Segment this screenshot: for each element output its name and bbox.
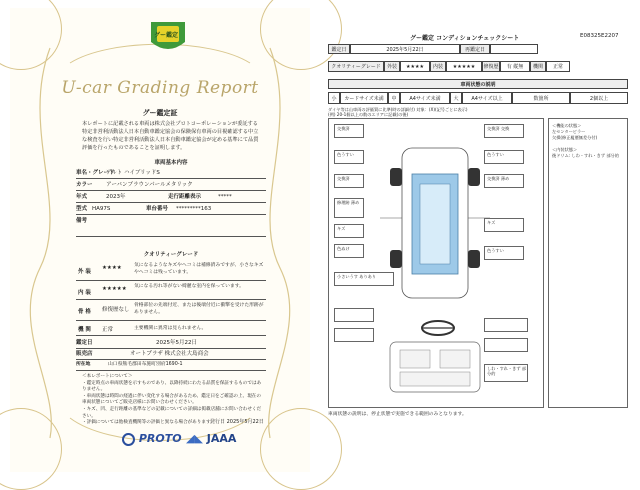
callout-box — [334, 328, 374, 342]
note-line: ・評価については他検査機関等の評価と異なる場合があります。 — [82, 420, 215, 426]
goo-appraisal-badge — [148, 20, 188, 56]
vehicle-name-row — [76, 168, 266, 179]
jaaa-logo-icon: ◢◣ — [186, 432, 203, 445]
document-id: E08325E2207 — [580, 33, 619, 39]
legend-note-2: (例) 20-1個以上の数のエリアに記載(の後) — [328, 112, 409, 117]
callout-text: 色うすい — [487, 152, 504, 157]
note-line: ・キズ、凹、走行距離の基準などの記載についての詳細は掲載店舗にお問い合わせください。 — [82, 406, 262, 419]
callout-box — [334, 124, 364, 138]
callout-text: 交換済 薄め — [487, 176, 510, 181]
quality-section-title: クオリティーグレード — [143, 252, 199, 258]
chassis-value: *********163 — [176, 206, 212, 212]
proto-logo-text: PROTO — [138, 432, 182, 445]
vehicle-year-value: 2023年 — [106, 194, 126, 200]
quality-stars: ★★★★ — [102, 265, 122, 271]
shop-value: オートプラザ 株式会社大島商会 — [130, 351, 209, 357]
vehicle-memo-row — [76, 216, 266, 237]
jaaa-logo — [186, 432, 236, 445]
size-mid-label: 中 — [388, 92, 400, 104]
car-interior-view — [380, 338, 490, 398]
vehicle-model-label: 型式 — [76, 206, 88, 212]
appraisal-date-row — [76, 338, 266, 349]
interior-stars: ★★★★★ — [446, 61, 482, 72]
callout-box — [484, 318, 528, 332]
vehicle-year-label: 年式 — [76, 194, 88, 200]
quality-row-frame — [76, 300, 266, 321]
note-line: ・車両状態は時間の経過に伴い変化する場合があるため、鑑定日をご確認の上、現在の車両状態についてご販売店様にお問い合わせください。 — [82, 393, 261, 406]
quality-desc: 気になるようなキズやヘコミは補修済みですが、小さなキズやヘコミは残っています。 — [134, 263, 264, 275]
callout-text: 色うすい — [487, 248, 504, 253]
quality-label: 外 装 — [78, 269, 91, 275]
reappraisal-label: 再鑑定日 — [460, 44, 490, 54]
callout-text: 交換済 — [337, 126, 350, 131]
callout-box — [484, 246, 524, 260]
callout-text: しわ・すれ・きず 部分的 — [487, 366, 527, 376]
quality-label: 内 装 — [78, 290, 91, 296]
jaaa-logo-text: JAAA — [206, 432, 237, 445]
callout-box — [334, 272, 394, 286]
interior-label: 内装 — [430, 61, 446, 72]
callout-text: 色ぬけ — [337, 246, 350, 251]
notes-line: 後ドリム: しわ・すれ・きず 部分的 — [552, 153, 619, 158]
legend-note: ダイヤ等は山車両の評価質に比準(時の詳細付) 対象：(X)(記号ごとに表示) — [328, 107, 468, 112]
address-row — [76, 360, 266, 371]
vehicle-name-value: アルト ハイブリッドS — [106, 170, 160, 176]
memo-label: 備考 — [76, 218, 88, 224]
size-large-desc: A4サイズ以上 — [462, 92, 512, 104]
callout-box — [484, 364, 528, 382]
grade-label: クオリティーグレード — [328, 61, 384, 72]
callout-box — [334, 224, 364, 238]
quality-label: 機 関 — [78, 327, 91, 333]
callout-text: キズ — [487, 220, 496, 225]
notes-line: 欠損(修正履歴無差分付) — [552, 135, 598, 140]
badge-text: グー鑑定 — [154, 32, 179, 39]
quality-desc: 主要機関に異常は見られません。 — [134, 326, 207, 331]
reappraisal-value — [490, 44, 538, 54]
callout-box — [484, 124, 524, 138]
quality-desc: 気になる汚れ等がない綺麗な室内を保っています。 — [134, 284, 244, 289]
callout-box — [334, 150, 364, 164]
chassis-label: 車台番号 — [146, 206, 169, 212]
shop-label: 販売店 — [76, 351, 93, 357]
vehicle-section-title: 車両基本内容 — [154, 160, 188, 166]
steering-wheel-icon — [408, 318, 468, 338]
quality-stars: 修復歴なし — [102, 307, 130, 313]
vehicle-year-row — [76, 192, 266, 203]
size-small-label: 小 — [328, 92, 340, 104]
shop-row — [76, 349, 266, 360]
certificate-title: グー鑑定証 — [142, 109, 178, 117]
callout-text: 色うすい — [337, 152, 354, 157]
callout-text: 交換済 — [337, 176, 350, 181]
callout-text: 小さいうす ありあり — [337, 274, 377, 279]
appraisal-date-label: 鑑定日 — [76, 340, 93, 346]
report-title: U-car Grading Report — [61, 78, 259, 98]
footer-note: 車両状態の説明は、停止状態で実施できる範囲のみとなります。 — [328, 412, 467, 417]
vehicle-model-row — [76, 204, 266, 215]
condition-check-sheet — [320, 28, 632, 428]
quality-row-engine — [76, 321, 266, 336]
callout-box — [334, 174, 364, 188]
certificate-intro: 本レポートに記載される車両は株式会社プロトコーポレーションが委託する特定非営利活動法人日本自動車鑑定協会の保険保有車両の目視確認する中立な検査を行い特定非営利活動法人日本自動車鑑定協会が定める基準にて品質評価を行ったものであることを証明します。 — [82, 121, 259, 151]
callout-box — [484, 338, 528, 352]
note-line: ＜本レポートについて＞ — [82, 374, 133, 379]
count-two: 2個以上 — [570, 92, 628, 104]
quality-label: 骨 格 — [78, 309, 91, 315]
engine-label: 機関 — [530, 61, 546, 72]
vehicle-name-label: 車名・グレード — [76, 170, 115, 176]
quality-row-exterior — [76, 260, 266, 281]
address-value: 山口県熊毛郡田布施町別府1690-1 — [108, 362, 183, 367]
notes-line: ＜機能の状態＞ — [552, 123, 582, 128]
repair-label: 修復歴 — [482, 61, 500, 72]
sheet-date-value: 2025年5月22日 — [350, 44, 460, 54]
proto-logo-icon — [122, 433, 135, 446]
callout-text: 修理跡 薄め — [337, 200, 360, 205]
vehicle-model-value: HA97S — [92, 206, 111, 212]
vehicle-color-value: アーバンブラウンパールメタリック — [106, 182, 193, 188]
grading-certificate — [10, 8, 310, 472]
repair-value: 有 縦無 — [500, 61, 530, 72]
quality-desc: 骨格部位の先端付近、または後端付近に衝撃を受けた形跡がありません。 — [134, 303, 264, 315]
size-large-label: 大 — [450, 92, 462, 104]
exterior-label: 外装 — [384, 61, 400, 72]
mileage-value: ***** — [218, 194, 232, 200]
notes-line: ＜内装状態＞ — [552, 147, 578, 152]
car-top-view — [380, 138, 490, 318]
callout-text: キズ — [337, 226, 346, 231]
note-line: ・鑑定時点の車両状態を示すものであり、以降持続にわたる品質を保証するものではありません。 — [82, 380, 262, 393]
sheet-date-label: 鑑定日 — [328, 44, 350, 54]
callout-box — [334, 198, 364, 218]
notes-panel — [548, 118, 628, 408]
callout-box — [484, 218, 524, 232]
explain-title: 車両状態の説明 — [328, 79, 628, 89]
issue-date: 発行日 2025年5月22日 — [210, 419, 264, 425]
vehicle-color-row — [76, 180, 266, 191]
address-label: 所在地 — [76, 362, 91, 367]
callout-text: 交換済 交換 — [487, 126, 510, 131]
appraisal-date-value: 2025年5月22日 — [156, 340, 197, 346]
count-one: 数箇所 — [512, 92, 570, 104]
quality-row-interior — [76, 281, 266, 300]
proto-logo — [122, 432, 182, 446]
callout-box — [484, 150, 524, 164]
callout-box — [484, 174, 524, 188]
size-small-desc: カードサイズ未満 — [340, 92, 388, 104]
callout-box — [334, 244, 364, 258]
size-mid-desc: A4サイズ未満 — [400, 92, 450, 104]
quality-stars: 正常 — [102, 327, 114, 333]
engine-value: 正常 — [546, 61, 570, 72]
sheet-title: グー鑑定 コンディションチェックシート — [410, 35, 520, 42]
callout-box — [334, 308, 374, 322]
vehicle-color-label: カラー — [76, 182, 93, 188]
notes-line: 左センターピラー — [552, 129, 586, 134]
quality-stars: ★★★★★ — [102, 286, 127, 292]
exterior-stars: ★★★★ — [400, 61, 430, 72]
mileage-label: 走行距離表示 — [168, 194, 202, 200]
